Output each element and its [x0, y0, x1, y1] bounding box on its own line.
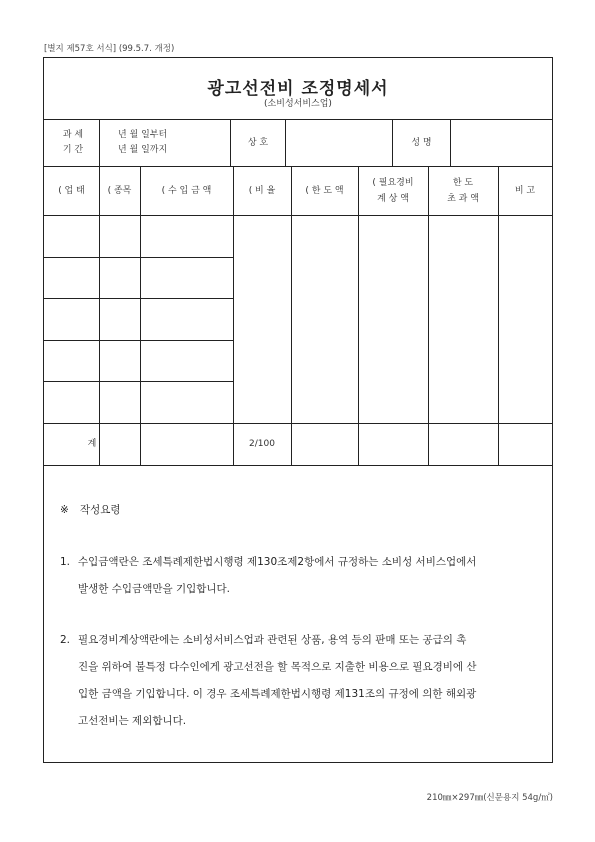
page-title: 광고선전비 조정명세서: [207, 79, 389, 99]
company-label: 상 호: [247, 138, 269, 148]
period-label-1: 과 세: [62, 130, 84, 140]
col-header-excess-1: 한 도: [452, 178, 474, 188]
guide-item2-number: 2.: [60, 634, 71, 646]
col-header-item: ( 종목: [107, 186, 132, 196]
col-divider: [498, 166, 499, 465]
row-divider: [44, 166, 552, 167]
period-label-2: 기 간: [62, 145, 84, 155]
title-area: [44, 58, 552, 120]
table-row-divider: [44, 340, 233, 341]
col-header-business: ( 업 태: [58, 186, 85, 196]
table-cell-revenue[interactable]: [141, 216, 233, 257]
guide-item1-number: 1.: [60, 556, 71, 568]
name-label: 성 명: [411, 138, 432, 148]
period-to[interactable]: 년 월 일까지: [118, 145, 168, 155]
col-divider: [233, 166, 234, 465]
guide-item2-line2: 진을 위하여 불특정 다수인에게 광고선전을 할 목적으로 지출한 비용으로 필요경비에 산: [78, 661, 477, 673]
col-header-excess-2: 초 과 액: [447, 194, 479, 204]
col-divider: [99, 120, 100, 166]
col-header-limit: ( 한 도 액: [305, 186, 344, 196]
total-label: 계: [87, 439, 97, 449]
form-code: [별지 제57호 서식] (99.5.7. 개정): [44, 44, 175, 54]
col-header-required-1: ( 필요경비: [372, 178, 414, 188]
col-header-revenue: ( 수 입 금 액: [161, 186, 212, 196]
guide-heading: 작성요령: [80, 504, 121, 516]
table-cell-item[interactable]: [100, 216, 140, 257]
row-divider: [44, 423, 552, 424]
col-divider: [291, 166, 292, 465]
col-divider: [99, 166, 100, 465]
company-field[interactable]: [286, 121, 391, 165]
page-subtitle: (소비성서비스업): [264, 99, 332, 109]
table-row-divider: [44, 381, 233, 382]
col-header-ratio: ( 비 율: [248, 186, 276, 196]
row-divider: [44, 465, 552, 466]
ratio-value: 2/100: [249, 439, 275, 449]
col-divider: [140, 166, 141, 465]
guide-item1-line2: 발생한 수입금액만을 기입합니다.: [78, 583, 231, 595]
table-row-divider: [44, 257, 233, 258]
paper-spec: 210㎜×297㎜(신문용지 54g/㎡): [426, 793, 553, 803]
guide-item2-line1: 필요경비계상액란에는 소비성서비스업과 관련된 상품, 용역 등의 판매 또는 공급의 촉: [78, 634, 467, 646]
table-row-divider: [44, 298, 233, 299]
guide-item1-line1: 수입금액란은 조세특례제한법시행령 제130조제2항에서 규정하는 소비성 서비스업에서: [78, 556, 477, 568]
col-divider: [358, 166, 359, 465]
guide-item2-line3: 입한 금액을 기입합니다. 이 경우 조세특례제한법시행령 제131조의 규정에 의한 해외광: [78, 688, 477, 700]
col-header-remarks: 비 고: [514, 186, 536, 196]
guide-mark: ※: [60, 504, 69, 516]
name-field[interactable]: [451, 121, 551, 165]
col-divider: [428, 166, 429, 465]
col-header-required-2: 계 상 액: [377, 194, 409, 204]
guide-item2-line4: 고선전비는 제외합니다.: [78, 715, 187, 727]
period-from[interactable]: 년 월 일부터: [118, 130, 168, 140]
table-cell-business[interactable]: [45, 216, 99, 257]
